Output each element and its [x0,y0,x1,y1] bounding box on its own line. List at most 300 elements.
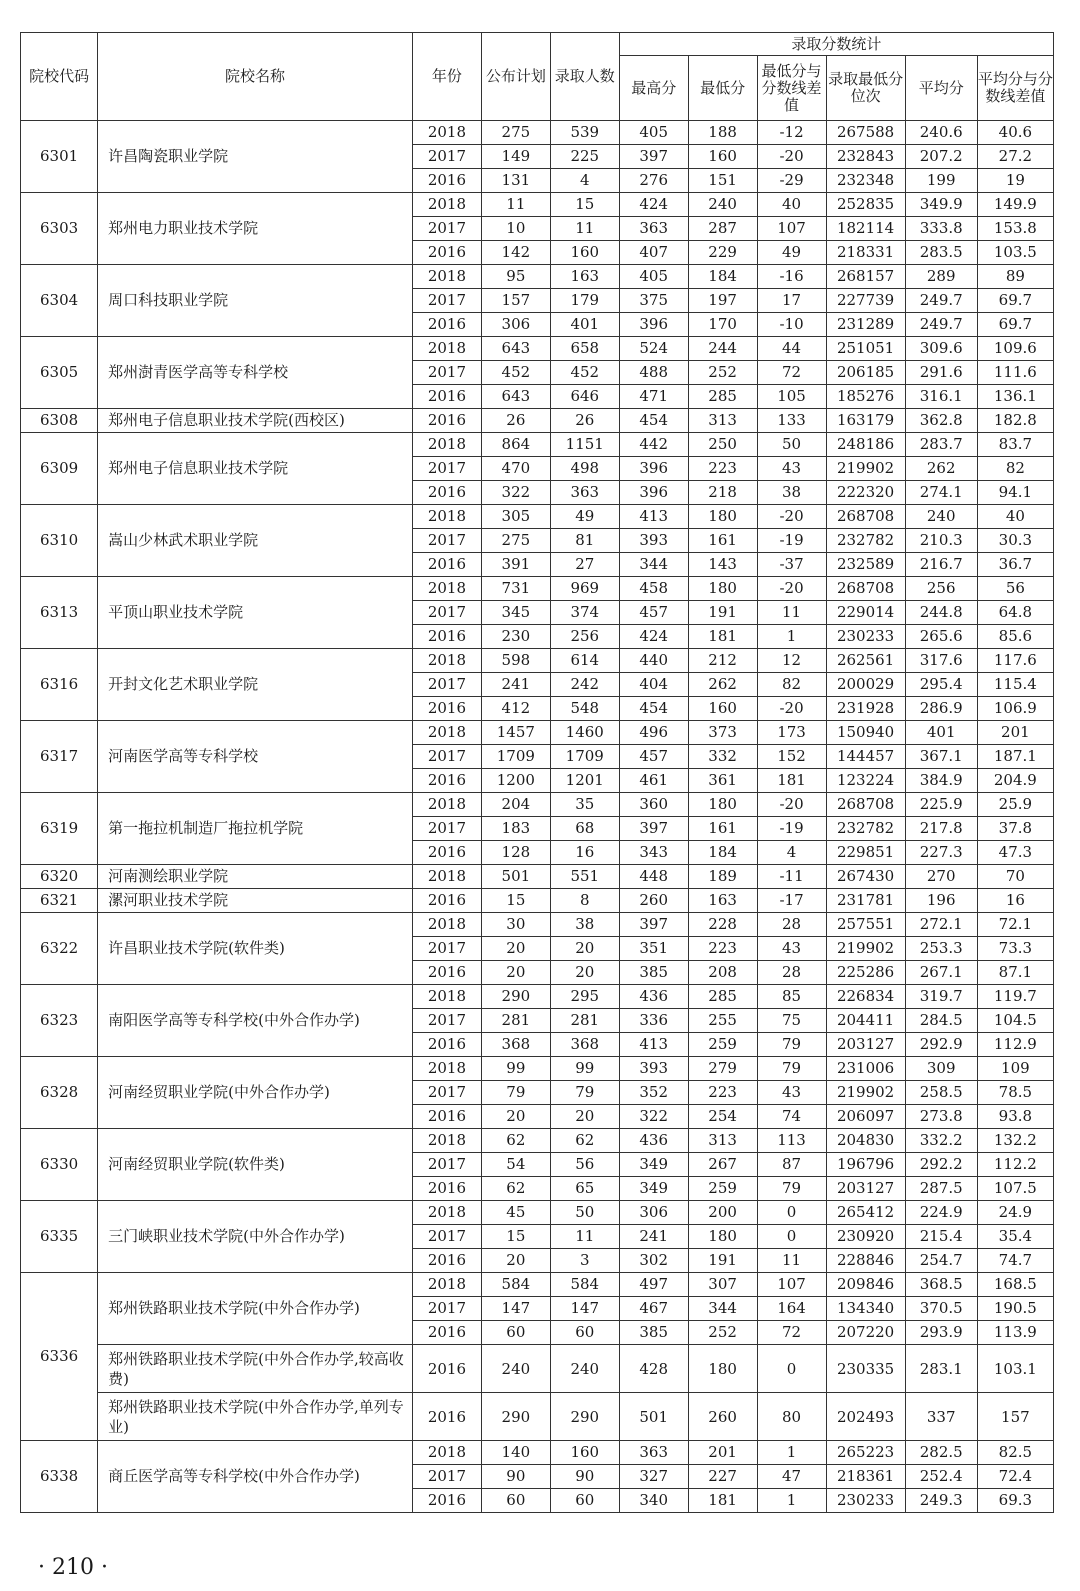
max-score-cell: 393 [619,529,688,553]
header-max: 最高分 [619,56,688,121]
avg-diff-cell: 104.5 [977,1009,1053,1033]
header-min: 最低分 [688,56,757,121]
school-code-cell: 6330 [21,1129,98,1201]
min-diff-cell: 43 [757,937,826,961]
year-cell: 2017 [412,1153,481,1177]
admitted-cell: 15 [550,193,619,217]
min-rank-cell: 228846 [826,1249,905,1273]
min-diff-cell: -12 [757,121,826,145]
avg-diff-cell: 117.6 [977,649,1053,673]
school-name-cell: 第一拖拉机制造厂拖拉机学院 [98,793,413,865]
table-row [21,985,1054,1009]
plan-cell: 128 [481,841,550,865]
min-rank-cell: 203127 [826,1033,905,1057]
year-cell: 2017 [412,1297,481,1321]
admitted-cell: 614 [550,649,619,673]
avg-score-cell: 333.8 [905,217,977,241]
avg-diff-cell: 112.2 [977,1153,1053,1177]
min-diff-cell: 113 [757,1129,826,1153]
school-name-cell: 河南经贸职业学院(中外合作办学) [98,1057,413,1129]
avg-score-cell: 291.6 [905,361,977,385]
year-cell: 2018 [412,265,481,289]
min-rank-cell: 252835 [826,193,905,217]
max-score-cell: 428 [619,1345,688,1393]
admitted-cell: 16 [550,841,619,865]
year-cell: 2017 [412,817,481,841]
plan-cell: 140 [481,1441,550,1465]
table-row [21,121,1054,145]
min-rank-cell: 267588 [826,121,905,145]
avg-score-cell: 240 [905,505,977,529]
admitted-cell: 8 [550,889,619,913]
admitted-cell: 584 [550,1273,619,1297]
school-name-cell: 许昌职业技术学院(软件类) [98,913,413,985]
avg-score-cell: 272.1 [905,913,977,937]
avg-diff-cell: 132.2 [977,1129,1053,1153]
year-cell: 2016 [412,961,481,985]
min-diff-cell: 133 [757,409,826,433]
min-diff-cell: 0 [757,1345,826,1393]
school-code-cell: 6322 [21,913,98,985]
max-score-cell: 397 [619,817,688,841]
plan-cell: 1457 [481,721,550,745]
plan-cell: 11 [481,193,550,217]
avg-score-cell: 401 [905,721,977,745]
min-rank-cell: 268708 [826,577,905,601]
min-rank-cell: 218331 [826,241,905,265]
plan-cell: 452 [481,361,550,385]
min-diff-cell: 49 [757,241,826,265]
plan-cell: 470 [481,457,550,481]
min-score-cell: 287 [688,217,757,241]
min-score-cell: 197 [688,289,757,313]
plan-cell: 157 [481,289,550,313]
avg-score-cell: 215.4 [905,1225,977,1249]
min-diff-cell: 152 [757,745,826,769]
avg-score-cell: 370.5 [905,1297,977,1321]
admitted-cell: 452 [550,361,619,385]
min-diff-cell: 87 [757,1153,826,1177]
max-score-cell: 396 [619,313,688,337]
min-rank-cell: 251051 [826,337,905,361]
min-score-cell: 161 [688,529,757,553]
year-cell: 2018 [412,337,481,361]
avg-diff-cell: 82 [977,457,1053,481]
avg-diff-cell: 56 [977,577,1053,601]
admitted-cell: 35 [550,793,619,817]
admitted-cell: 363 [550,481,619,505]
plan-cell: 281 [481,1009,550,1033]
min-rank-cell: 230233 [826,625,905,649]
min-diff-cell: -16 [757,265,826,289]
year-cell: 2017 [412,745,481,769]
min-diff-cell: 107 [757,1273,826,1297]
school-name-cell: 三门峡职业技术学院(中外合作办学) [98,1201,413,1273]
year-cell: 2016 [412,1105,481,1129]
min-score-cell: 313 [688,409,757,433]
plan-cell: 643 [481,385,550,409]
school-name-cell: 郑州电子信息职业技术学院(西校区) [98,409,413,433]
year-cell: 2018 [412,1441,481,1465]
admitted-cell: 56 [550,1153,619,1177]
avg-diff-cell: 37.8 [977,817,1053,841]
avg-score-cell: 262 [905,457,977,481]
avg-diff-cell: 47.3 [977,841,1053,865]
avg-diff-cell: 69.7 [977,289,1053,313]
avg-diff-cell: 182.8 [977,409,1053,433]
min-score-cell: 161 [688,817,757,841]
min-diff-cell: 4 [757,841,826,865]
max-score-cell: 501 [619,1393,688,1441]
school-code-cell: 6328 [21,1057,98,1129]
avg-diff-cell: 187.1 [977,745,1053,769]
admitted-cell: 81 [550,529,619,553]
avg-score-cell: 196 [905,889,977,913]
year-cell: 2016 [412,889,481,913]
min-score-cell: 160 [688,697,757,721]
min-score-cell: 180 [688,1225,757,1249]
min-score-cell: 180 [688,793,757,817]
avg-diff-cell: 83.7 [977,433,1053,457]
avg-diff-cell: 112.9 [977,1033,1053,1057]
admitted-cell: 1201 [550,769,619,793]
avg-diff-cell: 73.3 [977,937,1053,961]
min-score-cell: 181 [688,1489,757,1513]
avg-score-cell: 309 [905,1057,977,1081]
plan-cell: 30 [481,913,550,937]
school-name-cell: 郑州电力职业技术学院 [98,193,413,265]
year-cell: 2017 [412,937,481,961]
admitted-cell: 3 [550,1249,619,1273]
school-code-cell: 6304 [21,265,98,337]
plan-cell: 20 [481,961,550,985]
avg-diff-cell: 72.4 [977,1465,1053,1489]
admitted-cell: 50 [550,1201,619,1225]
min-rank-cell: 268708 [826,505,905,529]
min-score-cell: 313 [688,1129,757,1153]
avg-score-cell: 287.5 [905,1177,977,1201]
min-rank-cell: 204411 [826,1009,905,1033]
plan-cell: 142 [481,241,550,265]
max-score-cell: 363 [619,1441,688,1465]
header-admitted: 录取人数 [550,33,619,121]
year-cell: 2017 [412,361,481,385]
max-score-cell: 260 [619,889,688,913]
max-score-cell: 360 [619,793,688,817]
avg-score-cell: 253.3 [905,937,977,961]
year-cell: 2018 [412,1273,481,1297]
min-score-cell: 218 [688,481,757,505]
min-rank-cell: 231928 [826,697,905,721]
header-name: 院校名称 [98,33,413,121]
avg-diff-cell: 89 [977,265,1053,289]
avg-diff-cell: 19 [977,169,1053,193]
avg-diff-cell: 109.6 [977,337,1053,361]
min-score-cell: 285 [688,385,757,409]
avg-score-cell: 244.8 [905,601,977,625]
min-score-cell: 228 [688,913,757,937]
max-score-cell: 352 [619,1081,688,1105]
min-diff-cell: 1 [757,1489,826,1513]
admitted-cell: 79 [550,1081,619,1105]
avg-score-cell: 210.3 [905,529,977,553]
max-score-cell: 385 [619,961,688,985]
avg-score-cell: 317.6 [905,649,977,673]
max-score-cell: 396 [619,457,688,481]
plan-cell: 584 [481,1273,550,1297]
admitted-cell: 281 [550,1009,619,1033]
max-score-cell: 454 [619,409,688,433]
min-diff-cell: 17 [757,289,826,313]
max-score-cell: 306 [619,1201,688,1225]
admitted-cell: 163 [550,265,619,289]
year-cell: 2016 [412,1249,481,1273]
max-score-cell: 363 [619,217,688,241]
admitted-cell: 147 [550,1297,619,1321]
year-cell: 2018 [412,577,481,601]
plan-cell: 15 [481,889,550,913]
max-score-cell: 424 [619,625,688,649]
avg-diff-cell: 82.5 [977,1441,1053,1465]
max-score-cell: 405 [619,265,688,289]
avg-diff-cell: 64.8 [977,601,1053,625]
avg-score-cell: 295.4 [905,673,977,697]
min-score-cell: 223 [688,457,757,481]
year-cell: 2018 [412,1129,481,1153]
plan-cell: 1709 [481,745,550,769]
year-cell: 2016 [412,409,481,433]
min-rank-cell: 185276 [826,385,905,409]
max-score-cell: 467 [619,1297,688,1321]
school-name-cell: 南阳医学高等专科学校(中外合作办学) [98,985,413,1057]
max-score-cell: 496 [619,721,688,745]
max-score-cell: 458 [619,577,688,601]
max-score-cell: 413 [619,505,688,529]
admitted-cell: 374 [550,601,619,625]
avg-score-cell: 283.5 [905,241,977,265]
min-score-cell: 285 [688,985,757,1009]
min-rank-cell: 150940 [826,721,905,745]
min-rank-cell: 231781 [826,889,905,913]
plan-cell: 26 [481,409,550,433]
school-code-cell: 6301 [21,121,98,193]
admitted-cell: 242 [550,673,619,697]
min-rank-cell: 202493 [826,1393,905,1441]
min-rank-cell: 257551 [826,913,905,937]
header-min-rank: 录取最低分位次 [826,56,905,121]
school-code-cell: 6320 [21,865,98,889]
plan-cell: 60 [481,1489,550,1513]
page-number: · 210 · [38,1555,108,1580]
max-score-cell: 436 [619,985,688,1009]
max-score-cell: 351 [619,937,688,961]
avg-diff-cell: 16 [977,889,1053,913]
header-min-diff: 最低分与分数线差值 [757,56,826,121]
plan-cell: 598 [481,649,550,673]
min-rank-cell: 267430 [826,865,905,889]
min-rank-cell: 265412 [826,1201,905,1225]
min-diff-cell: 50 [757,433,826,457]
min-diff-cell: 11 [757,601,826,625]
min-diff-cell: -29 [757,169,826,193]
avg-score-cell: 283.1 [905,1345,977,1393]
min-rank-cell: 230920 [826,1225,905,1249]
min-score-cell: 259 [688,1033,757,1057]
avg-score-cell: 283.7 [905,433,977,457]
min-score-cell: 373 [688,721,757,745]
header-code: 院校代码 [21,33,98,121]
avg-score-cell: 267.1 [905,961,977,985]
avg-diff-cell: 111.6 [977,361,1053,385]
table-row [21,1441,1054,1465]
min-score-cell: 180 [688,577,757,601]
avg-score-cell: 249.7 [905,313,977,337]
min-rank-cell: 232782 [826,529,905,553]
table-row [21,193,1054,217]
min-rank-cell: 229014 [826,601,905,625]
admitted-cell: 225 [550,145,619,169]
year-cell: 2017 [412,217,481,241]
min-diff-cell: -17 [757,889,826,913]
table-row [21,1057,1054,1081]
plan-cell: 15 [481,1225,550,1249]
admitted-cell: 160 [550,1441,619,1465]
avg-score-cell: 249.7 [905,289,977,313]
min-score-cell: 361 [688,769,757,793]
max-score-cell: 349 [619,1177,688,1201]
header-stats: 录取分数统计 [619,33,1053,56]
school-code-cell: 6316 [21,649,98,721]
school-name-cell: 郑州铁路职业技术学院(中外合作办学,较高收费) [98,1345,413,1393]
min-diff-cell: 107 [757,217,826,241]
min-rank-cell: 219902 [826,1081,905,1105]
min-rank-cell: 248186 [826,433,905,457]
min-rank-cell: 230233 [826,1489,905,1513]
min-score-cell: 201 [688,1441,757,1465]
min-rank-cell: 134340 [826,1297,905,1321]
plan-cell: 20 [481,937,550,961]
min-diff-cell: -20 [757,505,826,529]
max-score-cell: 327 [619,1465,688,1489]
max-score-cell: 343 [619,841,688,865]
table-body [21,121,1054,1513]
avg-score-cell: 240.6 [905,121,977,145]
min-rank-cell: 218361 [826,1465,905,1489]
avg-diff-cell: 72.1 [977,913,1053,937]
min-diff-cell: 28 [757,961,826,985]
avg-score-cell: 256 [905,577,977,601]
min-diff-cell: 173 [757,721,826,745]
plan-cell: 240 [481,1345,550,1393]
max-score-cell: 397 [619,913,688,937]
year-cell: 2016 [412,1489,481,1513]
year-cell: 2018 [412,649,481,673]
avg-score-cell: 254.7 [905,1249,977,1273]
plan-cell: 275 [481,121,550,145]
plan-cell: 79 [481,1081,550,1105]
max-score-cell: 424 [619,193,688,217]
min-diff-cell: 82 [757,673,826,697]
admitted-cell: 62 [550,1129,619,1153]
min-rank-cell: 229851 [826,841,905,865]
plan-cell: 10 [481,217,550,241]
avg-score-cell: 273.8 [905,1105,977,1129]
year-cell: 2018 [412,985,481,1009]
min-score-cell: 163 [688,889,757,913]
min-score-cell: 223 [688,1081,757,1105]
min-diff-cell: 47 [757,1465,826,1489]
max-score-cell: 457 [619,745,688,769]
min-rank-cell: 232843 [826,145,905,169]
min-score-cell: 254 [688,1105,757,1129]
avg-diff-cell: 136.1 [977,385,1053,409]
admitted-cell: 160 [550,241,619,265]
avg-diff-cell: 25.9 [977,793,1053,817]
min-rank-cell: 231289 [826,313,905,337]
min-score-cell: 267 [688,1153,757,1177]
max-score-cell: 396 [619,481,688,505]
plan-cell: 99 [481,1057,550,1081]
avg-score-cell: 337 [905,1393,977,1441]
max-score-cell: 413 [619,1033,688,1057]
header-avg-diff: 平均分与分数线差值 [977,56,1053,121]
min-diff-cell: -20 [757,793,826,817]
school-code-cell: 6313 [21,577,98,649]
min-diff-cell: 44 [757,337,826,361]
table-row [21,409,1054,433]
min-score-cell: 184 [688,841,757,865]
min-diff-cell: -20 [757,577,826,601]
school-code-cell: 6321 [21,889,98,913]
min-diff-cell: -37 [757,553,826,577]
avg-diff-cell: 93.8 [977,1105,1053,1129]
min-diff-cell: -10 [757,313,826,337]
table-header [21,33,1054,121]
year-cell: 2017 [412,145,481,169]
year-cell: 2016 [412,169,481,193]
admitted-cell: 658 [550,337,619,361]
max-score-cell: 497 [619,1273,688,1297]
avg-score-cell: 367.1 [905,745,977,769]
school-code-cell: 6336 [21,1273,98,1441]
avg-diff-cell: 78.5 [977,1081,1053,1105]
min-rank-cell: 227739 [826,289,905,313]
max-score-cell: 276 [619,169,688,193]
avg-diff-cell: 24.9 [977,1201,1053,1225]
school-code-cell: 6319 [21,793,98,865]
avg-score-cell: 216.7 [905,553,977,577]
max-score-cell: 404 [619,673,688,697]
avg-score-cell: 258.5 [905,1081,977,1105]
max-score-cell: 471 [619,385,688,409]
plan-cell: 149 [481,145,550,169]
min-score-cell: 143 [688,553,757,577]
min-diff-cell: 72 [757,1321,826,1345]
year-cell: 2016 [412,313,481,337]
avg-score-cell: 316.1 [905,385,977,409]
admitted-cell: 60 [550,1489,619,1513]
min-diff-cell: 79 [757,1033,826,1057]
max-score-cell: 488 [619,361,688,385]
school-code-cell: 6338 [21,1441,98,1513]
school-name-cell: 商丘医学高等专科学校(中外合作办学) [98,1441,413,1513]
max-score-cell: 302 [619,1249,688,1273]
avg-diff-cell: 69.7 [977,313,1053,337]
min-diff-cell: 164 [757,1297,826,1321]
min-score-cell: 189 [688,865,757,889]
min-score-cell: 252 [688,1321,757,1345]
min-rank-cell: 182114 [826,217,905,241]
